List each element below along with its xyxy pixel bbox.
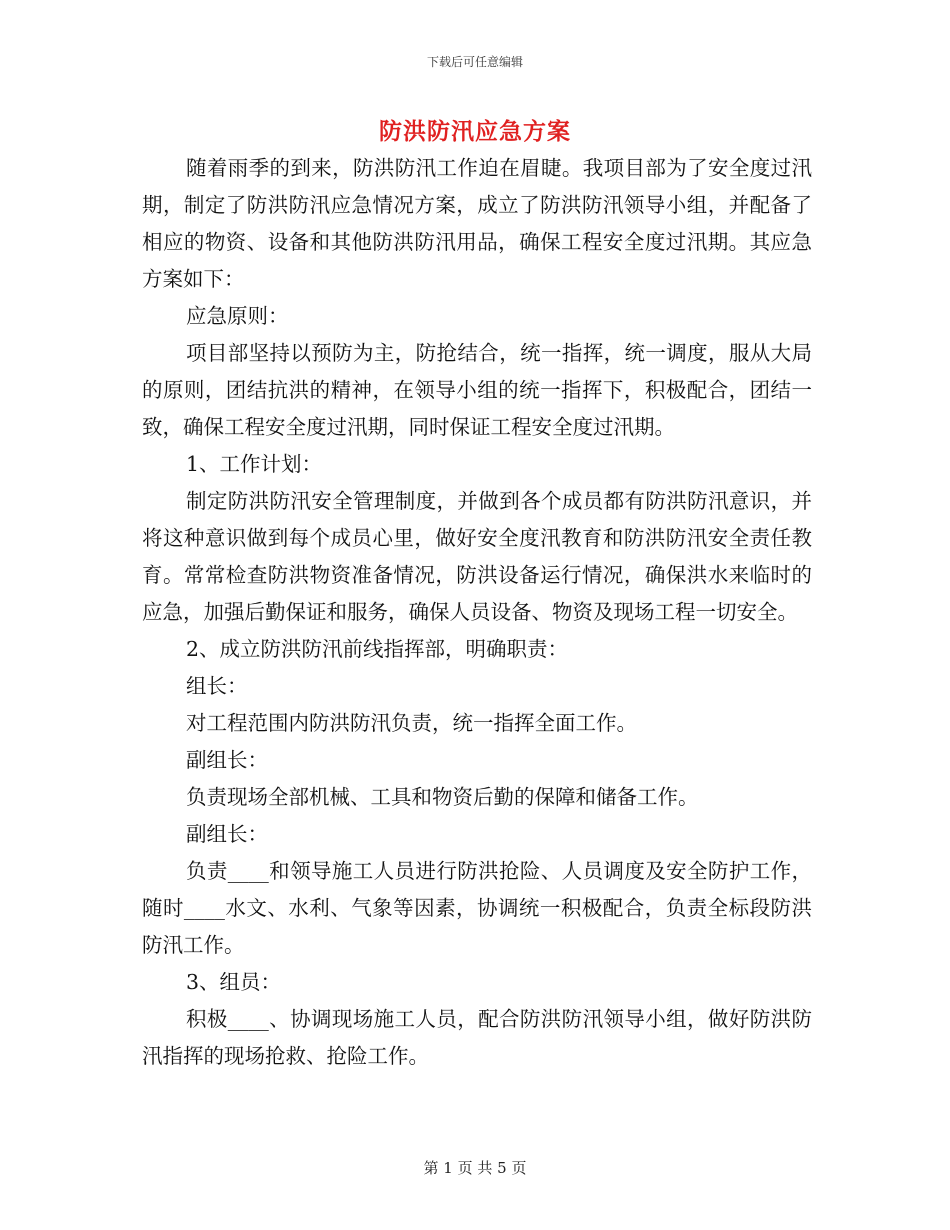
section-heading-work-plan: 1、工作计划： [186,452,323,476]
section-heading-principles: 应急原则： [186,304,289,328]
role-leader-duty: 对工程范围内防洪防汛负责，统一指挥全面工作。 [186,711,637,735]
role-deputy-duty-1: 负责现场全部机械、工具和物资后勤的保障和储备工作。 [186,785,699,809]
role-deputy-label-2: 副组长： [186,822,268,846]
role-deputy-label-1: 副组长： [186,748,268,772]
page-header-note: 下载后可任意编辑 [426,55,523,69]
intro-paragraph: 随着雨季的到来，防洪防汛工作迫在眉睫。我项目部为了安全度过汛期，制定了防洪防汛应急情况方案，成立了防洪防汛领导小组，并配备了相应的物资、设备和其他防洪防汛用品，确保工程安全度过汛期。其应急方案如下： [142,156,812,291]
section-heading-members: 3、组员： [186,970,282,994]
principles-paragraph: 项目部坚持以预防为主，防抢结合，统一指挥，统一调度，服从大局的原则，团结抗洪的精神，在领导小组的统一指挥下，积极配合，团结一致，确保工程安全度过汛期，同时保证工程安全度过汛期。 [142,341,812,439]
role-deputy-duty-2: 负责____和领导施工人员进行防洪抢险、人员调度及安全防护工作，随时____水文、水利、气象等因素，协调统一积极配合，负责全标段防洪防汛工作。 [142,859,812,957]
document-body [142,150,812,1075]
page-number-footer: 第 1 页 共 5 页 [423,1159,527,1177]
work-plan-paragraph: 制定防洪防汛安全管理制度，并做到各个成员都有防洪防汛意识，并将这种意识做到每个成员心里，做好安全度汛教育和防洪防汛安全责任教育。常常检查防洪物资准备情况，防洪设备运行情况，确保洪水来临时的应急，加强后勤保证和服务，确保人员设备、物资及现场工程一切安全。 [142,489,812,624]
document-title: 防洪防汛应急方案 [379,118,571,145]
section-heading-command: 2、成立防洪防汛前线指挥部，明确职责： [186,637,569,661]
role-leader-label: 组长： [186,674,248,698]
members-duty: 积极____、协调现场施工人员，配合防洪防汛领导小组，做好防洪防汛指挥的现场抢救、抢险工作。 [142,1007,812,1068]
